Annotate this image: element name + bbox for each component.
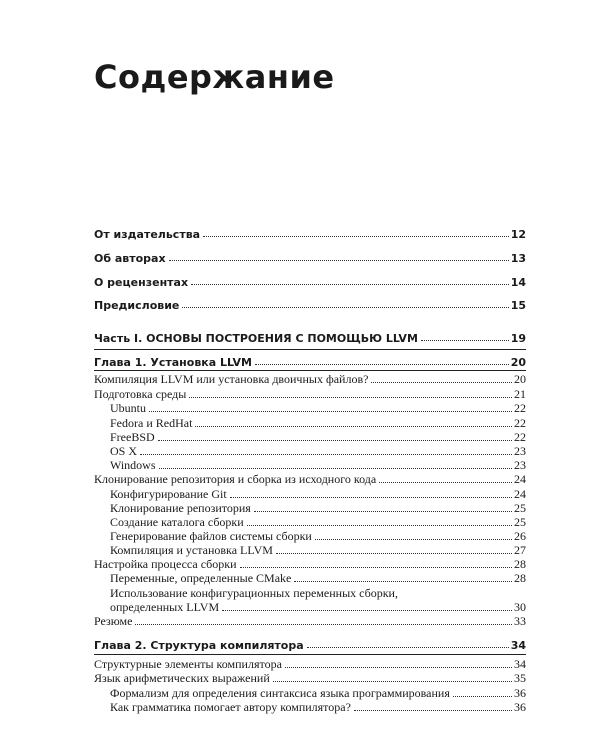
- toc-entry-title: OS X: [110, 444, 138, 458]
- dot-leader: [189, 397, 512, 398]
- toc-entry-title: Создание каталога сборки: [110, 515, 244, 529]
- toc-entry-page: 22: [514, 416, 526, 430]
- dot-leader: [276, 553, 512, 554]
- toc-subentry: [110, 444, 526, 459]
- toc-entry-page: 21: [514, 387, 526, 401]
- toc-subentry: [110, 529, 526, 544]
- toc-entry-page: 15: [510, 299, 526, 312]
- toc-entry-page: 27: [514, 543, 526, 557]
- toc-entry-title: Язык арифметических выражений: [94, 671, 270, 685]
- dot-leader: [371, 382, 512, 383]
- dot-leader: [315, 539, 512, 540]
- dot-leader: [159, 468, 512, 469]
- toc-entry-title: Как грамматика помогает автору компилятора?: [110, 700, 351, 714]
- toc-entry-page: 28: [514, 557, 526, 571]
- toc-entry-title: Компиляция LLVM или установка двоичных файлов?: [94, 372, 369, 386]
- toc-entry-authors: [94, 252, 526, 265]
- toc-entry-page: 25: [514, 501, 526, 515]
- toc-subentry: [110, 571, 526, 586]
- section-rule: [94, 370, 526, 371]
- dot-leader: [203, 236, 509, 237]
- toc-subentry: [110, 401, 526, 416]
- dot-leader: [254, 511, 512, 512]
- toc-entry-title: Предисловие: [94, 299, 180, 312]
- toc-entry-reviewers: [94, 276, 526, 289]
- dot-leader: [421, 340, 509, 341]
- dot-leader: [169, 260, 509, 261]
- section-rule: [94, 349, 526, 350]
- toc-entry-title: От издательства: [94, 228, 201, 241]
- toc-entry: [94, 614, 526, 629]
- toc-entry: [94, 372, 526, 387]
- dot-leader: [149, 411, 512, 412]
- dot-leader: [379, 482, 512, 483]
- toc-entry-title: определенных LLVM: [110, 600, 220, 614]
- toc-entry-title: Клонирование репозитория и сборка из исходного кода: [94, 472, 377, 486]
- section-rule: [94, 654, 526, 655]
- dot-leader: [255, 364, 509, 365]
- toc-entry-preface: [94, 299, 526, 312]
- toc-entry-page: 25: [514, 515, 526, 529]
- dot-leader: [240, 567, 512, 568]
- toc-entry-publisher: [94, 228, 526, 241]
- toc-entry-title: Глава 2. Структура компилятора: [94, 639, 304, 652]
- toc-entry-page: 23: [514, 458, 526, 472]
- toc-entry: [94, 557, 526, 572]
- toc-entry-page: 36: [514, 700, 526, 714]
- toc-entry-title: FreeBSD: [110, 430, 155, 444]
- toc-entry-page: 33: [514, 614, 526, 628]
- toc-entry-title: Windows: [110, 458, 156, 472]
- toc-entry-page: 22: [514, 430, 526, 444]
- toc-subentry: [110, 501, 526, 516]
- toc-entry-page: 34: [510, 639, 526, 652]
- toc-entry-title: Формализм для определения синтаксиса языка программирования: [110, 686, 450, 700]
- toc-subentry: [110, 458, 526, 473]
- dot-leader: [222, 610, 512, 611]
- dot-leader: [195, 426, 512, 427]
- toc-chapter-1: [94, 356, 526, 369]
- toc-entry-page: 12: [510, 228, 526, 241]
- dot-leader: [140, 454, 512, 455]
- toc-chapter-2: [94, 639, 526, 652]
- dot-leader: [354, 710, 512, 711]
- toc-entry-title: Ubuntu: [110, 401, 146, 415]
- dot-leader: [191, 284, 509, 285]
- dot-leader: [453, 696, 512, 697]
- dot-leader: [182, 307, 508, 308]
- dot-leader: [135, 624, 512, 625]
- toc-entry-page: 24: [514, 472, 526, 486]
- toc-entry-page: 22: [514, 401, 526, 415]
- toc-entry-page: 14: [510, 276, 526, 289]
- dot-leader: [230, 497, 512, 498]
- toc-subentry: [110, 487, 526, 502]
- toc-entry-page: 35: [514, 671, 526, 685]
- toc-entry-title: Переменные, определенные CMake: [110, 571, 292, 585]
- dot-leader: [247, 525, 512, 526]
- toc-subentry: [110, 416, 526, 431]
- toc-entry-title: Fedora и RedHat: [110, 416, 193, 430]
- toc-entry-page: 34: [514, 657, 526, 671]
- toc-entry-title: Структурные элементы компилятора: [94, 657, 282, 671]
- toc-subentry-line1: Использование конфигурационных переменных сборки,: [110, 586, 398, 600]
- toc-entry: [94, 657, 526, 672]
- toc-entry-title: Резюме: [94, 614, 133, 628]
- dot-leader: [273, 681, 512, 682]
- toc-entry-page: 36: [514, 686, 526, 700]
- toc-entry: [94, 472, 526, 487]
- toc-entry: [94, 387, 526, 402]
- toc-entry: [94, 671, 526, 686]
- dot-leader: [285, 667, 512, 668]
- toc-part-1: [94, 332, 526, 345]
- toc-entry-title: Подготовка среды: [94, 387, 187, 401]
- toc-entry-page: 19: [510, 332, 526, 345]
- toc-subentry: [110, 700, 526, 715]
- page-title: Содержание: [94, 58, 335, 96]
- toc-entry-title: Часть I. ОСНОВЫ ПОСТРОЕНИЯ С ПОМОЩЬЮ LLVM: [94, 332, 418, 345]
- toc-subentry: [110, 543, 526, 558]
- toc-entry-page: 20: [514, 372, 526, 386]
- toc-entry-title: Генерирование файлов системы сборки: [110, 529, 312, 543]
- toc-subentry: [110, 686, 526, 701]
- toc-entry-title: Об авторах: [94, 252, 166, 265]
- toc-subentry: [110, 600, 526, 615]
- toc-subentry: [110, 515, 526, 530]
- toc-entry-page: 30: [514, 600, 526, 614]
- toc-entry-page: 28: [514, 571, 526, 585]
- toc-entry-title: Клонирование репозитория: [110, 501, 251, 515]
- toc-subentry: [110, 430, 526, 445]
- dot-leader: [294, 581, 512, 582]
- dot-leader: [307, 647, 509, 648]
- toc-entry-page: 24: [514, 487, 526, 501]
- dot-leader: [158, 440, 512, 441]
- toc-entry-page: 20: [510, 356, 526, 369]
- toc-entry-title: Глава 1. Установка LLVM: [94, 356, 252, 369]
- toc-entry-title: Настройка процесса сборки: [94, 557, 237, 571]
- toc-entry-title: Конфигурирование Git: [110, 487, 227, 501]
- toc-entry-page: 23: [514, 444, 526, 458]
- toc-entry-page: 13: [510, 252, 526, 265]
- toc-entry-title: Компиляция и установка LLVM: [110, 543, 273, 557]
- toc-entry-title: О рецензентах: [94, 276, 189, 289]
- toc-entry-page: 26: [514, 529, 526, 543]
